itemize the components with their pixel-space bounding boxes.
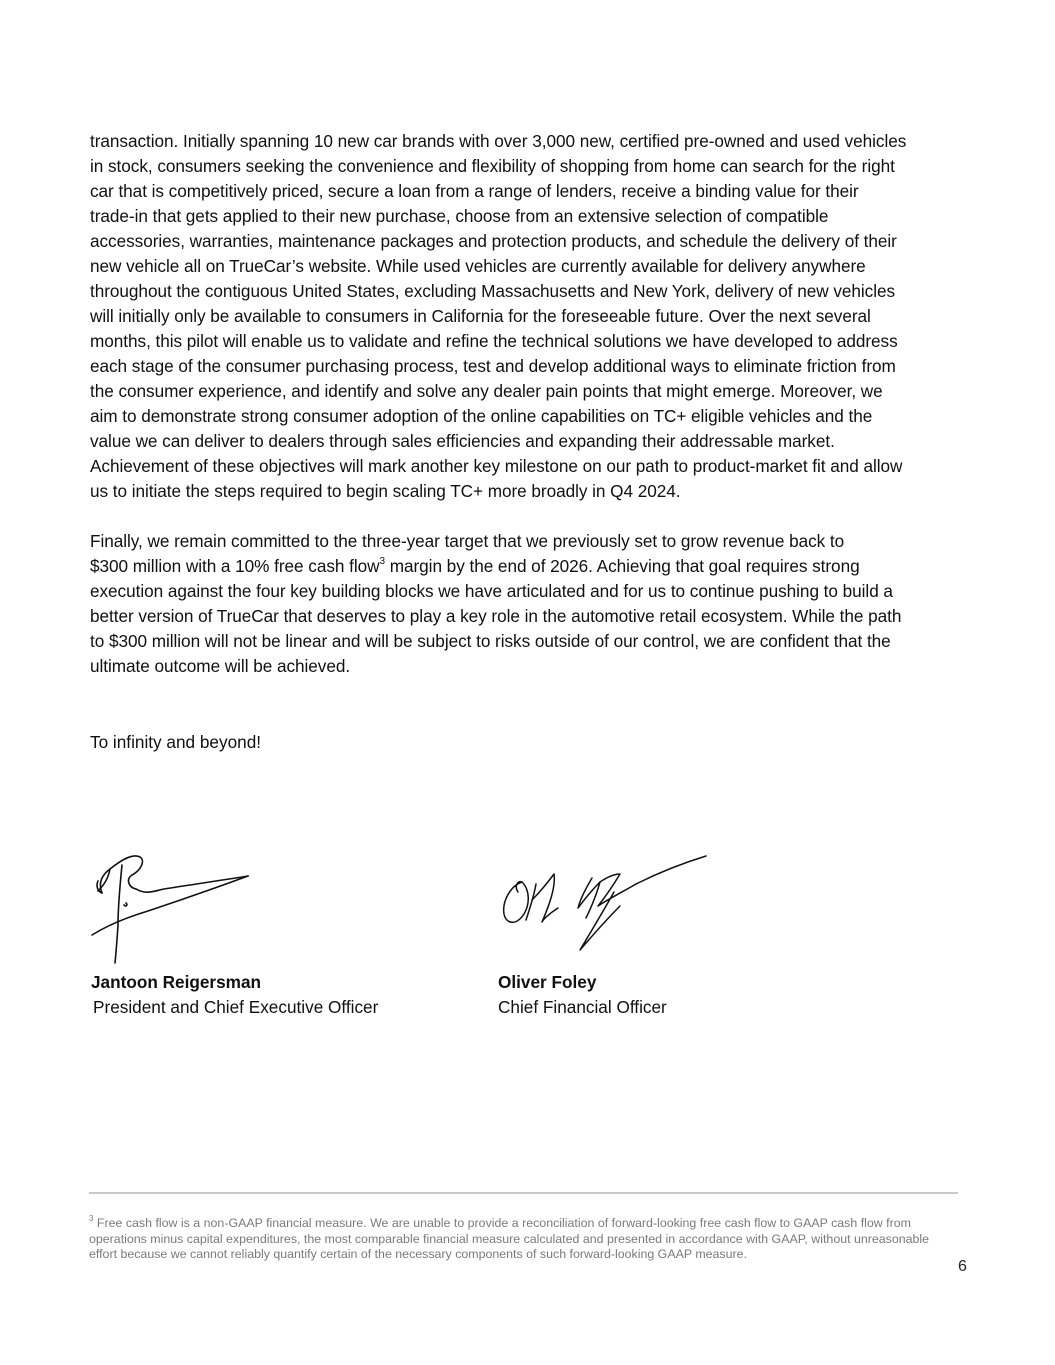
footnote: [89, 1213, 959, 1263]
paragraph-line: in stock, consumers seeking the convenience and flexibility of shopping from home can search for the right: [90, 156, 895, 176]
paragraph-line: to $300 million will not be linear and will be subject to risks outside of our control, we are confident that the: [90, 631, 891, 651]
paragraph-line: Finally, we remain committed to the three-year target that we previously set to grow revenue back to: [90, 531, 845, 551]
footnote-text: Free cash flow is a non-GAAP financial measure. We are unable to provide a reconciliation of forward-looking free cash flow to GAAP cash flow from operations minus capital expenditures, the most comparable financial measure calculated and presented in accordance with GAAP, without unreasonable effort because we cannot reliably quantify certain of the necessary components of such forward-looking GAAP measure.: [89, 1216, 930, 1261]
paragraph-line: new vehicle all on TrueCar’s website. While used vehicles are currently available for delivery anywhere: [90, 256, 866, 276]
paragraph-line: execution against the four key building blocks we have articulated and for us to continue pushing to build a: [90, 581, 893, 601]
signatory-title: Chief Financial Officer: [498, 997, 667, 1017]
paragraph-line: the consumer experience, and identify and solve any dealer pain points that might emerge. Moreover, we: [90, 381, 883, 401]
footnote-reference[interactable]: 3: [379, 556, 385, 568]
paragraph-line: transaction. Initially spanning 10 new car brands with over 3,000 new, certified pre-owned and used vehicles: [90, 131, 907, 151]
closing-line: To infinity and beyond!: [90, 732, 262, 752]
footnote-divider: [89, 1192, 958, 1194]
paragraph-line: ultimate outcome will be achieved.: [90, 656, 351, 676]
paragraph-line: each stage of the consumer purchasing process, test and develop additional ways to eliminate friction from: [90, 356, 896, 376]
paragraph-line: aim to demonstrate strong consumer adoption of the online capabilities on TC+ eligible vehicles and the: [90, 406, 873, 426]
paragraph-line: trade-in that gets applied to their new purchase, choose from an extensive selection of compatible: [90, 206, 829, 226]
paragraph-line: accessories, warranties, maintenance packages and protection products, and schedule the delivery of their: [90, 231, 897, 251]
paragraph-line: value we can deliver to dealers through sales efficiencies and expanding their addressable market.: [90, 431, 835, 451]
ceo-signature: [88, 845, 258, 965]
cfo-signature: [496, 852, 716, 956]
paragraph-text: $300 million with a 10% free cash flow: [90, 556, 380, 576]
signatory-title: President and Chief Executive Officer: [93, 997, 379, 1017]
paragraph-line: better version of TrueCar that deserves to play a key role in the automotive retail ecosystem. While the path: [90, 606, 902, 626]
body-paragraph-1: [90, 129, 970, 504]
page-number: 6: [958, 1258, 967, 1275]
signatory-name: Jantoon Reigersman: [91, 972, 262, 992]
paragraph-line: car that is competitively priced, secure a loan from a range of lenders, receive a binding value for their: [90, 181, 859, 201]
body-paragraph-2: [90, 529, 970, 679]
paragraph-line: [90, 554, 970, 579]
paragraph-line: will initially only be available to consumers in California for the foreseeable future. Over the next several: [90, 306, 871, 326]
paragraph-line: throughout the contiguous United States, excluding Massachusetts and New York, delivery of new vehicles: [90, 281, 896, 301]
paragraph-line: months, this pilot will enable us to validate and refine the technical solutions we have developed to address: [90, 331, 898, 351]
signatory-name: Oliver Foley: [498, 972, 597, 992]
footnote-marker: 3: [89, 1213, 94, 1223]
paragraph-line: us to initiate the steps required to begin scaling TC+ more broadly in Q4 2024.: [90, 481, 681, 501]
paragraph-line: Achievement of these objectives will mark another key milestone on our path to product-market fit and allow: [90, 456, 903, 476]
paragraph-text: margin by the end of 2026. Achieving that goal requires strong: [385, 556, 860, 576]
